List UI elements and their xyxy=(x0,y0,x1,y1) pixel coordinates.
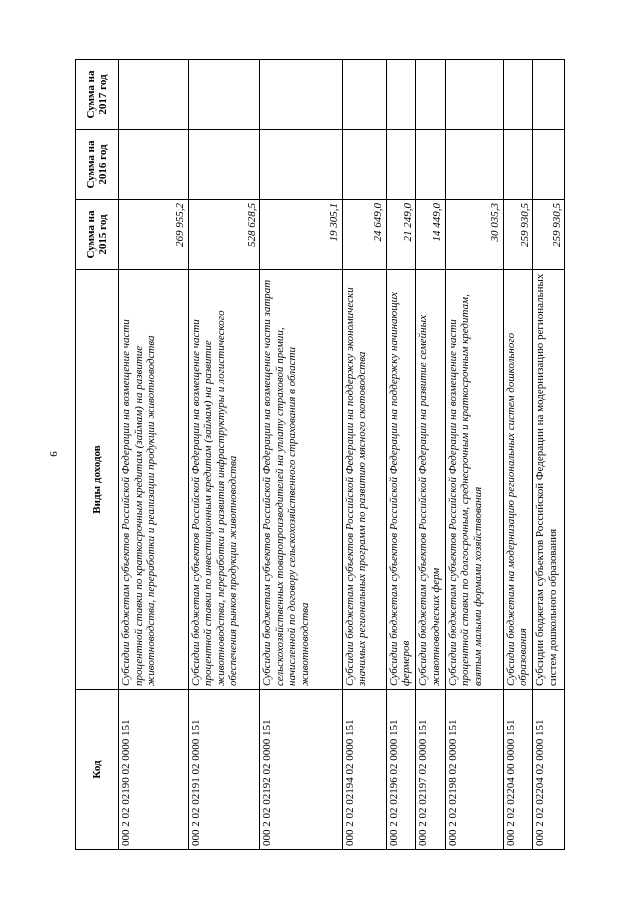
cell-sum-2016 xyxy=(188,130,260,200)
table-row xyxy=(188,60,260,850)
cell-sum-2015: 19 305,1 xyxy=(260,200,342,270)
cell-sum-2017 xyxy=(503,60,533,130)
cell-sum-2016 xyxy=(533,130,565,200)
table-row xyxy=(533,60,565,850)
cell-desc: Субсидии бюджетам субъектов Российской Федерации на возмещение части процентной ставки по долгосрочным, среднесрочным и краткосрочным кредитам, взятым малыми формами хозяйствования xyxy=(445,270,503,690)
cell-sum-2016 xyxy=(119,130,189,200)
rotated-table-container xyxy=(75,60,565,850)
cell-sum-2015: 30 035,3 xyxy=(445,200,503,270)
rotated-table-wrapper xyxy=(75,60,565,850)
cell-sum-2017 xyxy=(386,60,416,130)
header-sum-2017: Сумма на 2017 год xyxy=(76,60,119,130)
table-header-row xyxy=(76,60,119,850)
cell-desc: Субсидии бюджетам на модернизацию региональных систем дошкольного образования xyxy=(503,270,533,690)
cell-sum-2015: 14 449,0 xyxy=(416,200,446,270)
cell-code: 000 2 02 02197 02 0000 151 xyxy=(416,690,446,850)
cell-sum-2017 xyxy=(416,60,446,130)
cell-sum-2016 xyxy=(445,130,503,200)
cell-sum-2017 xyxy=(342,60,386,130)
table-row xyxy=(342,60,386,850)
cell-sum-2015: 21 249,0 xyxy=(386,200,416,270)
cell-sum-2017 xyxy=(119,60,189,130)
cell-code: 000 2 02 02194 02 0000 151 xyxy=(342,690,386,850)
cell-code: 000 2 02 02192 02 0000 151 xyxy=(260,690,342,850)
table-row xyxy=(260,60,342,850)
cell-desc: Субсидии бюджетам субъектов Российской Федерации на возмещение части процентной ставки по краткосрочным кредитам (займам) на развитие животноводства, переработки и реализации продукции животноводства xyxy=(119,270,189,690)
cell-desc: Субсидии бюджетам субъектов Российской Федерации на модернизацию региональных систем дошкольного образования xyxy=(533,270,565,690)
page-number: 9 xyxy=(47,451,59,457)
header-code: Код xyxy=(76,690,119,850)
table-row xyxy=(386,60,416,850)
cell-sum-2015: 24 649,0 xyxy=(342,200,386,270)
cell-desc: Субсидии бюджетам субъектов Российской Федерации на поддержку экономически значимых региональных программ по развитию мясного скотоводства xyxy=(342,270,386,690)
table-row xyxy=(445,60,503,850)
cell-sum-2016 xyxy=(260,130,342,200)
cell-code: 000 2 02 02190 02 0000 151 xyxy=(119,690,189,850)
cell-code: 000 2 02 02198 02 0000 151 xyxy=(445,690,503,850)
cell-desc: Субсидии бюджетам субъектов Российской Федерации на развитие семейных животноводческих ферм xyxy=(416,270,446,690)
cell-sum-2017 xyxy=(260,60,342,130)
cell-code: 000 2 02 02204 00 0000 151 xyxy=(503,690,533,850)
table-row xyxy=(503,60,533,850)
header-desc: Виды доходов xyxy=(76,270,119,690)
cell-desc: Субсидии бюджетам субъектов Российской Федерации на возмещение части затрат сельскохозяйственных товаропроизводителей на уплату страховой премии, начисленной по договору сельскохозяйственного страхования в области животноводства xyxy=(260,270,342,690)
cell-sum-2016 xyxy=(503,130,533,200)
cell-sum-2015: 269 955,2 xyxy=(119,200,189,270)
income-table xyxy=(75,59,565,850)
cell-code: 000 2 02 02204 02 0000 151 xyxy=(533,690,565,850)
cell-sum-2016 xyxy=(416,130,446,200)
header-sum-2015: Сумма на 2015 год xyxy=(76,200,119,270)
cell-sum-2017 xyxy=(533,60,565,130)
cell-sum-2015: 528 628,5 xyxy=(188,200,260,270)
cell-sum-2017 xyxy=(445,60,503,130)
header-sum-2016: Сумма на 2016 год xyxy=(76,130,119,200)
cell-sum-2016 xyxy=(386,130,416,200)
cell-desc: Субсидии бюджетам субъектов Российской Федерации на возмещение части процентной ставки по инвестиционным кредитам (займам) на развитие животноводства, переработки и развития инфраструктуры и логистического обеспечения рынков продукции животноводства xyxy=(188,270,260,690)
table-row xyxy=(416,60,446,850)
table-row xyxy=(119,60,189,850)
cell-sum-2015: 259 930,5 xyxy=(533,200,565,270)
cell-sum-2016 xyxy=(342,130,386,200)
cell-sum-2017 xyxy=(188,60,260,130)
cell-sum-2015: 259 930,5 xyxy=(503,200,533,270)
cell-desc: Субсидии бюджетам субъектов Российской Федерации на поддержку начинающих фермеров xyxy=(386,270,416,690)
cell-code: 000 2 02 02196 02 0000 151 xyxy=(386,690,416,850)
cell-code: 000 2 02 02191 02 0000 151 xyxy=(188,690,260,850)
